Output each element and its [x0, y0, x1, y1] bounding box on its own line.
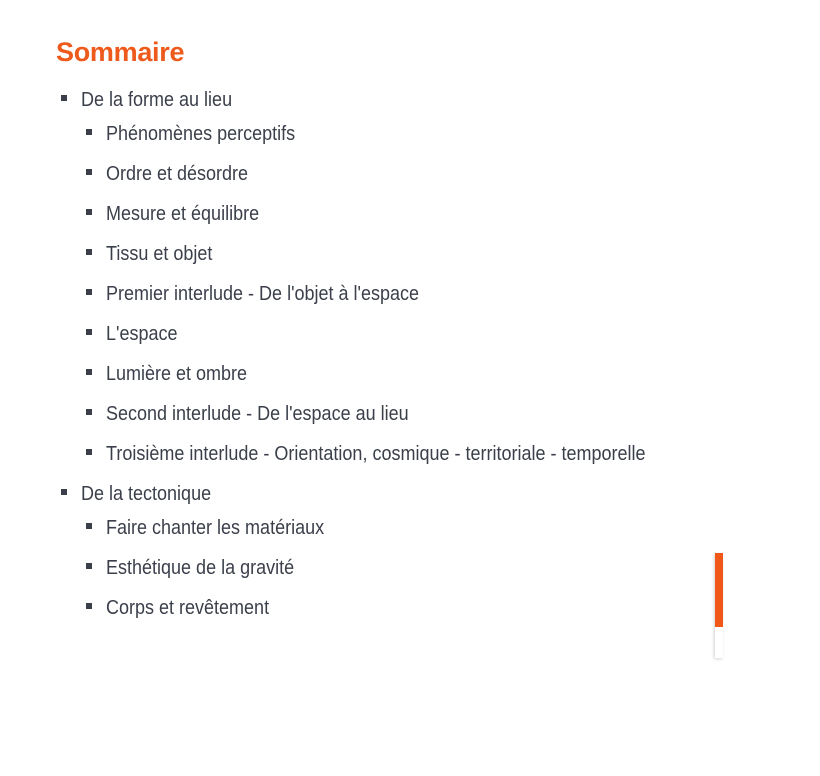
- toc-item: [81, 514, 756, 542]
- toc-subsection-list: [81, 120, 756, 468]
- toc-item: [81, 594, 756, 622]
- toc-title: Sommaire: [56, 37, 185, 67]
- toc-item: [81, 200, 756, 228]
- square-bullet-icon: [86, 563, 92, 569]
- toc-item-link[interactable]: L'espace: [106, 323, 178, 345]
- toc-item-link[interactable]: Second interlude - De l'espace au lieu: [106, 403, 409, 425]
- toc-item: [81, 400, 756, 428]
- toc-item-link[interactable]: Mesure et équilibre: [106, 203, 260, 225]
- toc-item: [81, 120, 756, 148]
- square-bullet-icon: [86, 249, 92, 255]
- square-bullet-icon: [86, 409, 92, 415]
- square-bullet-icon: [86, 289, 92, 295]
- toc-item-link[interactable]: Lumière et ombre: [106, 363, 248, 385]
- square-bullet-icon: [86, 209, 92, 215]
- toc-item: [81, 240, 756, 268]
- side-tab-accent: [715, 553, 723, 627]
- square-bullet-icon: [86, 329, 92, 335]
- toc-item-link[interactable]: Phénomènes perceptifs: [106, 123, 296, 145]
- square-bullet-icon: [61, 95, 67, 101]
- table-of-contents: [56, 36, 756, 634]
- toc-item: [81, 440, 756, 468]
- toc-item-link[interactable]: Ordre et désordre: [106, 163, 249, 185]
- toc-section-link[interactable]: De la tectonique: [81, 483, 212, 505]
- floating-side-tab[interactable]: [715, 553, 723, 658]
- square-bullet-icon: [86, 369, 92, 375]
- toc-section-list: [56, 86, 756, 622]
- square-bullet-icon: [86, 129, 92, 135]
- toc-section: [56, 86, 756, 468]
- toc-item: [81, 320, 756, 348]
- toc-section-link[interactable]: De la forme au lieu: [81, 89, 233, 111]
- toc-item-link[interactable]: Corps et revêtement: [106, 597, 270, 619]
- toc-item: [81, 360, 756, 388]
- square-bullet-icon: [86, 169, 92, 175]
- toc-item-link[interactable]: Troisième interlude - Orientation, cosmique - territoriale - temporelle: [106, 443, 646, 465]
- toc-subsection-list: [81, 514, 756, 622]
- square-bullet-icon: [86, 523, 92, 529]
- toc-item-link[interactable]: Esthétique de la gravité: [106, 557, 295, 579]
- toc-item-link[interactable]: Premier interlude - De l'objet à l'espace: [106, 283, 420, 305]
- square-bullet-icon: [86, 449, 92, 455]
- toc-item: [81, 280, 756, 308]
- toc-item: [81, 554, 756, 582]
- toc-item-link[interactable]: Faire chanter les matériaux: [106, 517, 325, 539]
- toc-item: [81, 160, 756, 188]
- toc-section: [56, 480, 756, 622]
- square-bullet-icon: [61, 489, 67, 495]
- square-bullet-icon: [86, 603, 92, 609]
- toc-item-link[interactable]: Tissu et objet: [106, 243, 213, 265]
